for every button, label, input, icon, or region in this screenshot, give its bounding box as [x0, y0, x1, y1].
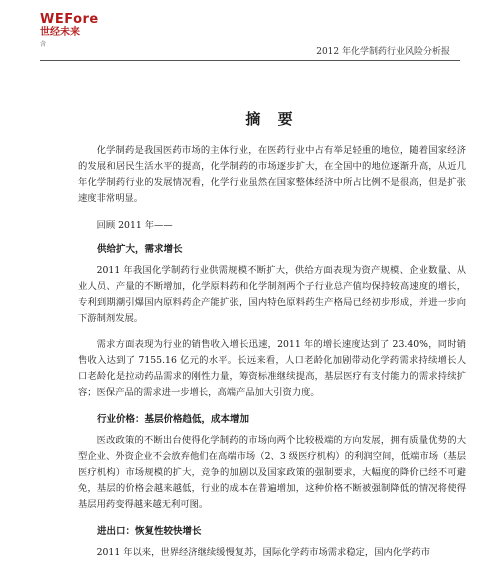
page-content — [78, 78, 466, 571]
section-paragraph: 医改政策的不断出台使得化学制药的市场向两个比较极端的方向发展，拥有质量优势的大型企业、外资企业不会放弃他们在高端市场（2、3 级医疗机构）的利润空间，低端市场（基层医疗机构）市场规模的扩大，竞争的加剧以及国家政策的强制要求，大幅度的降价已经不可避免，基层的价格会越来越低，行业的成本在普遍增加，这种价格不断被强制降低的情况将使得基层用药变得越来越无利可图。 — [78, 435, 466, 510]
section-paragraph: 需求方面表现为行业的销售收入增长迅速，2011 年的增长速度达到了 23.40%，同时销售收入达到了 7155.16 亿元的水平。长远来看，人口老龄化加剧带动化学药需求持续增长人口老龄化是拉动药品需求的刚性力量，筹资标准继续提高，基层医疗有支付能力的需求持续扩容；医保产品的需求进一步增长，高端产品加大引资力度。 — [78, 339, 466, 398]
logo-chinese-name: 世经未来 — [40, 27, 80, 38]
section-heading-supply: 供给扩大，需求增长 — [97, 244, 183, 255]
company-logo — [40, 13, 99, 49]
logo-wordmark: WEFore — [40, 12, 99, 27]
section-heading-price: 行业价格：基层价格趋低，成本增加 — [97, 414, 250, 425]
intro-paragraph: 化学制药是我国医药市场的主体行业，在医药行业中占有举足轻重的地位，随着国家经济的发展和居民生活水平的提高，化学制药的市场逐步扩大，在全国中的地位逐渐升高，从近几年化学制药行业的发展情况看，化学行业虽然在国家整体经济中所占比例不是很高，但是扩张速度非常明显。 — [78, 145, 466, 204]
section-paragraph: 2011 年我国化学制药行业供需规模不断扩大，供给方面表现为资产规模、企业数量、从业人员、产量的不断增加，化学原料药和化学制剂两个子行业总产值均保持较高速度的增长，专利到期潮引爆国内原料药企产能扩张，国内特色原料药生产格局已经初步形成，并进一步向下游制剂发展。 — [78, 265, 466, 324]
section-heading-trade: 进出口：恢复性较快增长 — [97, 526, 202, 537]
review-lead: 回顾 2011 年—— — [96, 220, 173, 231]
page-title: 摘 要 — [245, 110, 299, 128]
section-paragraph: 2011 年以来，世界经济继续缓慢复苏，国际化学药市场需求稳定，国内化学药市 — [96, 547, 431, 558]
header-divider — [40, 60, 460, 61]
page-header — [0, 0, 500, 70]
document-title: 2012 年化学制药行业风险分析报 — [316, 47, 450, 57]
logo-small-text: 含 — [40, 41, 47, 48]
